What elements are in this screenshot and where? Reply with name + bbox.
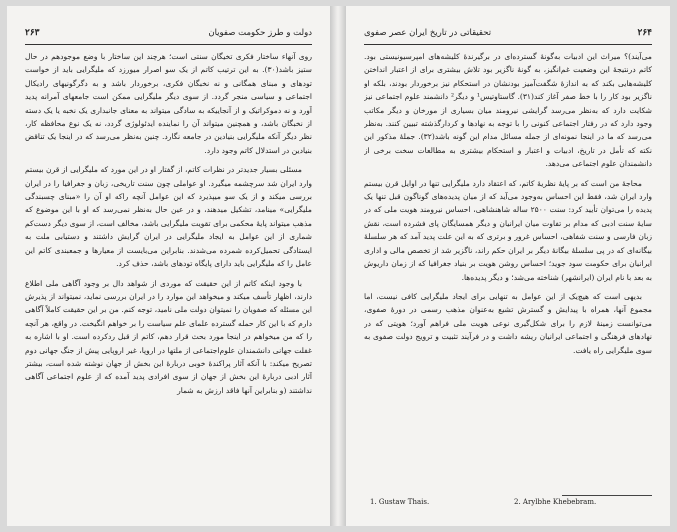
right-paragraph-2: محاجهٔ من است که بر پایهٔ نظریهٔ کاتم، که اعتقاد دارد ملیگرایی تنها در اوایل قرن بیستم وارد ایران شد، فقط این احساس به‌وجود می‌آید که از میان پدیده‌های گوناگون قبل تنها یک پدیده را می‌توان تأیید کرد: سنت ۲۵۰۰ ساله شاهنشاهی، احساس نیرومند هویت ملی که در سایهٔ سنت ادبی که مدام بر تفاوت میان ایرانیان و دیگر همسایگان پای فشرده است، نقش زبان فارسی و سنت شفاهی، احساس غرور و برتری که به این علت پدید آمد که هر سلسلهٔ بیگانه‌ای که در پی سلسلهٔ بیگانهٔ دیگر بر ایران حکم راند، ناگزیر شد از تخصص مالی و اداری ایرانیان برای حکومت سود جوید؛ احساس روشن هویت بر بنیاد جغرافیا که از زمان داریوش به بعد با نام ایران (ایرانشهر) شناخته می‌شد؛ و دیگر پدیده‌ها. (364, 178, 652, 282)
left-page-header (25, 28, 312, 42)
book-gutter (330, 6, 346, 526)
left-page-number: ۲۶۳ (25, 28, 40, 38)
right-page (346, 6, 670, 526)
right-page-number: ۲۶۴ (637, 28, 652, 38)
left-header-rule (25, 44, 312, 45)
left-page-body (25, 50, 312, 512)
right-paragraph-1: می‌آیند)؟ میراث این ادبیات به‌گونهٔ گسترده‌ای در برگیرندهٔ کلیشه‌های امپرسیونیستی بود. کاتم درنتیجهٔ این وضعیت غم‌انگیز، به گونهٔ ناگزیر بود تلاش بیشتری برای از اعتبار انداختن کلیشه‌هایی بکند که به اندازهٔ شگفت‌آمیز بودنشان در استحکام نیز برخوردار بودند، بلکه او ناگزیر بود کار را با خط صفر آغاز کند(۳۱). گاستاوتیس¹ و دیگر² دانشمند علوم اجتماعی نیز شکایت دارد که به‌نظر می‌رسد گرایشی نیرومند میان بسیاری از مورخان و دیگر مکاتب وجود دارد که در رفتار اجتماعی کنونی را با توجه به نهادها و کردارگذشته تبیین کنند. به‌نظر می‌رسد که ما در اینجا نمونه‌ای از جمله مسائل مدام این گونه باشد(۳۲). جملهٔ مذکور این نکته که تأمل در تاریخ، ادبیات و اعتبار و استحکام بیشتری به مطالعات سخت برخی از دانشمندان علوم اجتماعی می‌دهد. (364, 52, 652, 169)
left-running-title: دولت و طرز حکومت صفویان (208, 28, 312, 38)
left-paragraph-2: مسئلی بسیار جدیدتر در نظرات کاتم، از گفتار او در این مورد که ملیگرایی از قرن بیستم وارد ایران شد سرچشمه میگیرد. او عواملی چون سنت تاریخی، زبان و جغرافیا را در ایران بررسی میکند و از یک سو میپذیرد که این عوامل آنچه راکه او آن را «مبنای چسبندگی ملیگرایی» مینامد، تشکیل میدهند، و در عین حال به‌نظر نمی‌رسد که او با این موضوع که مذهب میتواند پایهٔ محکمی برای تقویت ملیگرایی باشد، مخالف است، از سوی دیگر دست‌کم شماری از این عوامل به ایجاد ملیگرایی در ایران گرایش داشتند و دستیابی ملت به ایستادگی تحمیل‌کرده شمرده می‌شدند. بنابراین می‌بایست از معیارها و جمعبندی کاتم این عامل را که ملیگرایی باید دارای پایگاه تودهای باشد، حذف کرد. (25, 165, 312, 269)
right-paragraph-3: بدیهی است که هیچ‌یک از این عوامل به تنهایی برای ایجاد ملیگرایی کافی نیست، اما مجموع آنها، همراه با پیدایش و گسترش تشیع به‌عنوان مذهب رسمی در دورهٔ صفوی، می‌توانست زمینهٔ لازم را برای شکل‌گیری نوعی هویت ملی فراهم آورد؛ هویتی که در نهادهای فرهنگی و اجتماعی ایرانیان ریشه داشت و در فرآیند تثبیت و ترویج دولت صفوی به سوی ملیگرایی راه یافت. (364, 291, 652, 355)
right-running-title: تحقیقاتی در تاریخ ایران عصر صفوی (364, 28, 492, 38)
left-paragraph-3: با وجود اینکه کاتم از این حقیقت که موردی از شواهد دال بر وجود آگاهی ملی اطلاع دارند، اظهار تأسف میکند و میخواهد این موارد را در ایران بررسی نماید، نمیتواند از پذیرش این مسئله که صفویان را نمیتوان دولت ملی نامید، توجه کنم. من بر این حقیقت کاملاً آگاهی دارم که با این کار حمله گسترده علمای علم سیاست را بر خواهم انگیخت. در واقع، هر آنچه را که من میخواهم در اینجا مورد بحث قرار دهم، کاتم از قبل ردکرده است. او با اشاره به غفلت جهانی دانشمندان علوم‌اجتماعی از ملتها در اروپا، غیر اروپایی پیش از جنگ جهانی دوم تصریح میکند: با آنکه آثار پراکندهٔ خوبی دربارهٔ این بخش از جهان نوشته شده است، بیشتر آثار ادبی دربارهٔ این بخش از جهان از سوی افرادی پدید آمده که از علوم اجتماعی آگاهی نداشتند (و بنابراین آنها فاقد ارزش به شمار (25, 278, 312, 395)
right-page-body (364, 50, 652, 488)
left-page (7, 6, 330, 526)
left-paragraph-1: روی آنهاء ساختار فکری تخیگان سنتی است؛ هرچند این ساختار با وضع موجودهم در حال ستیز باشد(۳۰). به این ترتیب کاتم از یک سو اصرار میورزد که ملیگرایی باید از خواست تودهای و مبنای همگانی و نه نخبگان فکری، برخوردار باشد و به دگرگونیهای رادیکال اجتماعی و سیاسی منجر گردد. از سوی دیگر ملیگرایی ممکن است جامعهای آمرانه پدید آورد و نه دموکراتیک و از آنجاییکه به سادگی میتواند به معنای جانبداری یک نخبه یا یک دسته از نخبگان باشد، و همچنین میتواند آن را نماینده ایدئولوژی گردد، نه یک نوع محافظه کار، نظر دیگر آنکه ملیگرایی بنیادین در جامعه نگارد. چنین به‌نظر می‌رسد که در اینجا یک تناقض بنیادین در استدلال کاتم وجود دارد. (25, 52, 312, 155)
right-header-rule (364, 44, 652, 45)
footnote-1: 1. Gustaw Thais. (370, 498, 430, 506)
right-page-header (364, 28, 652, 42)
footnote-rule (562, 495, 652, 496)
footnote-2: 2. Arylbhe Khebebram. (514, 498, 597, 506)
footnotes (364, 498, 652, 510)
